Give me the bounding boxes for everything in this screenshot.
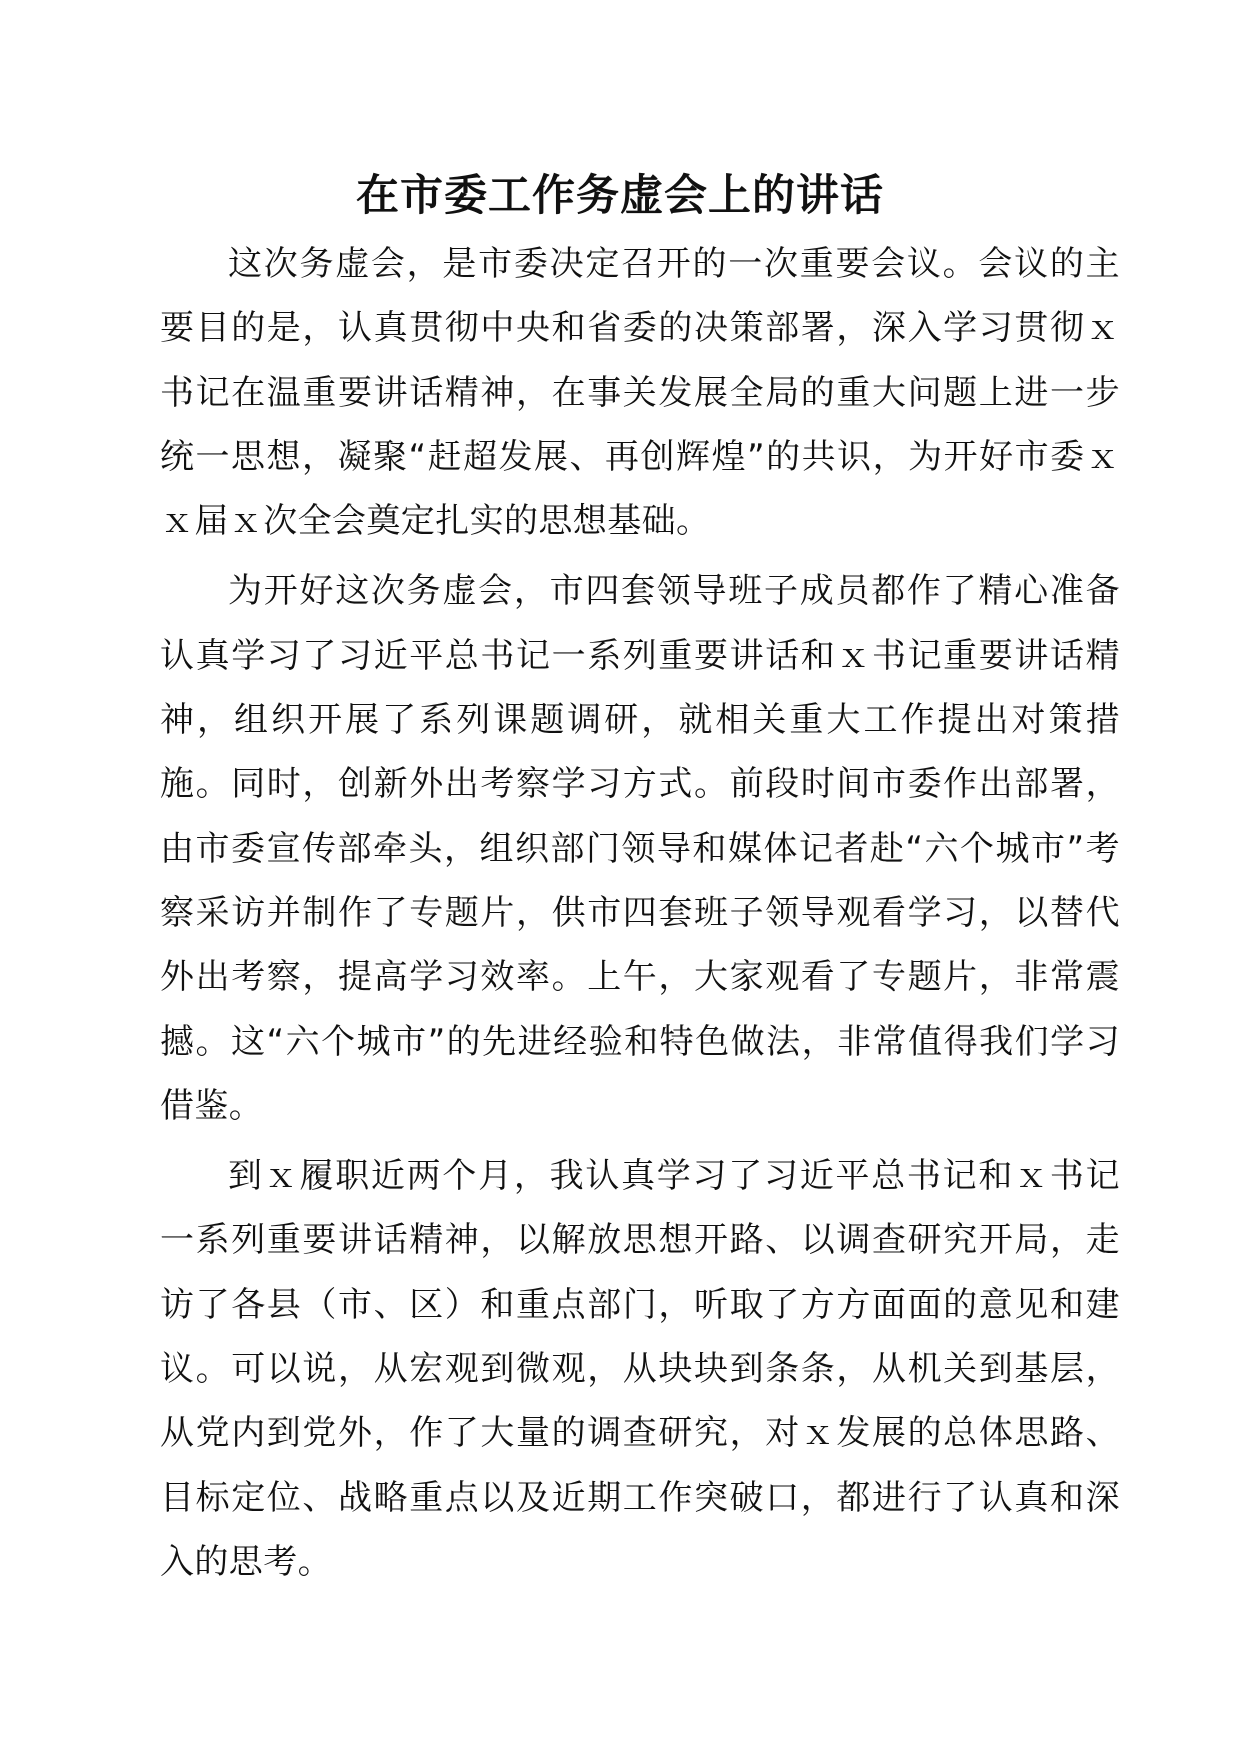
paragraph-3: 到ｘ履职近两个月，我认真学习了习近平总书记和ｘ书记一系列重要讲话精神，以解放思想开路、以调查研究开局，走访了各县（市、区）和重点部门，听取了方方面面的意见和建议。可以说，从宏观到微观，从块块到条条，从机关到基层，从党内到党外，作了大量的调查研究，对ｘ发展的总体思路、目标定位、战略重点以及近期工作突破口，都进行了认真和深入的思考。 <box>160 1156 1120 1582</box>
document-body <box>160 232 1120 1594</box>
paragraph-1: 这次务虚会，是市委决定召开的一次重要会议。会议的主要目的是，认真贯彻中央和省委的决策部署，深入学习贯彻ｘ书记在温重要讲话精神，在事关发展全局的重大问题上进一步统一思想，凝聚“赶超发展、再创辉煌”的共识，为开好市委ｘｘ届ｘ次全会奠定扎实的思想基础。 <box>160 244 1120 542</box>
document-title: 在市委工作务虚会上的讲话 <box>356 171 884 221</box>
paragraph-2: 为开好这次务虚会，市四套领导班子成员都作了精心准备认真学习了习近平总书记一系列重要讲话和ｘ书记重要讲话精神，组织开展了系列课题调研，就相关重大工作提出对策措施。同时，创新外出考察学习方式。前段时间市委作出部署，由市委宣传部牵头，组织部门领导和媒体记者赴“六个城市”考察采访并制作了专题片，供市四套班子领导观看学习，以替代外出考察，提高学习效率。上午，大家观看了专题片，非常震撼。这“六个城市”的先进经验和特色做法，非常值得我们学习借鉴。 <box>160 571 1120 1126</box>
